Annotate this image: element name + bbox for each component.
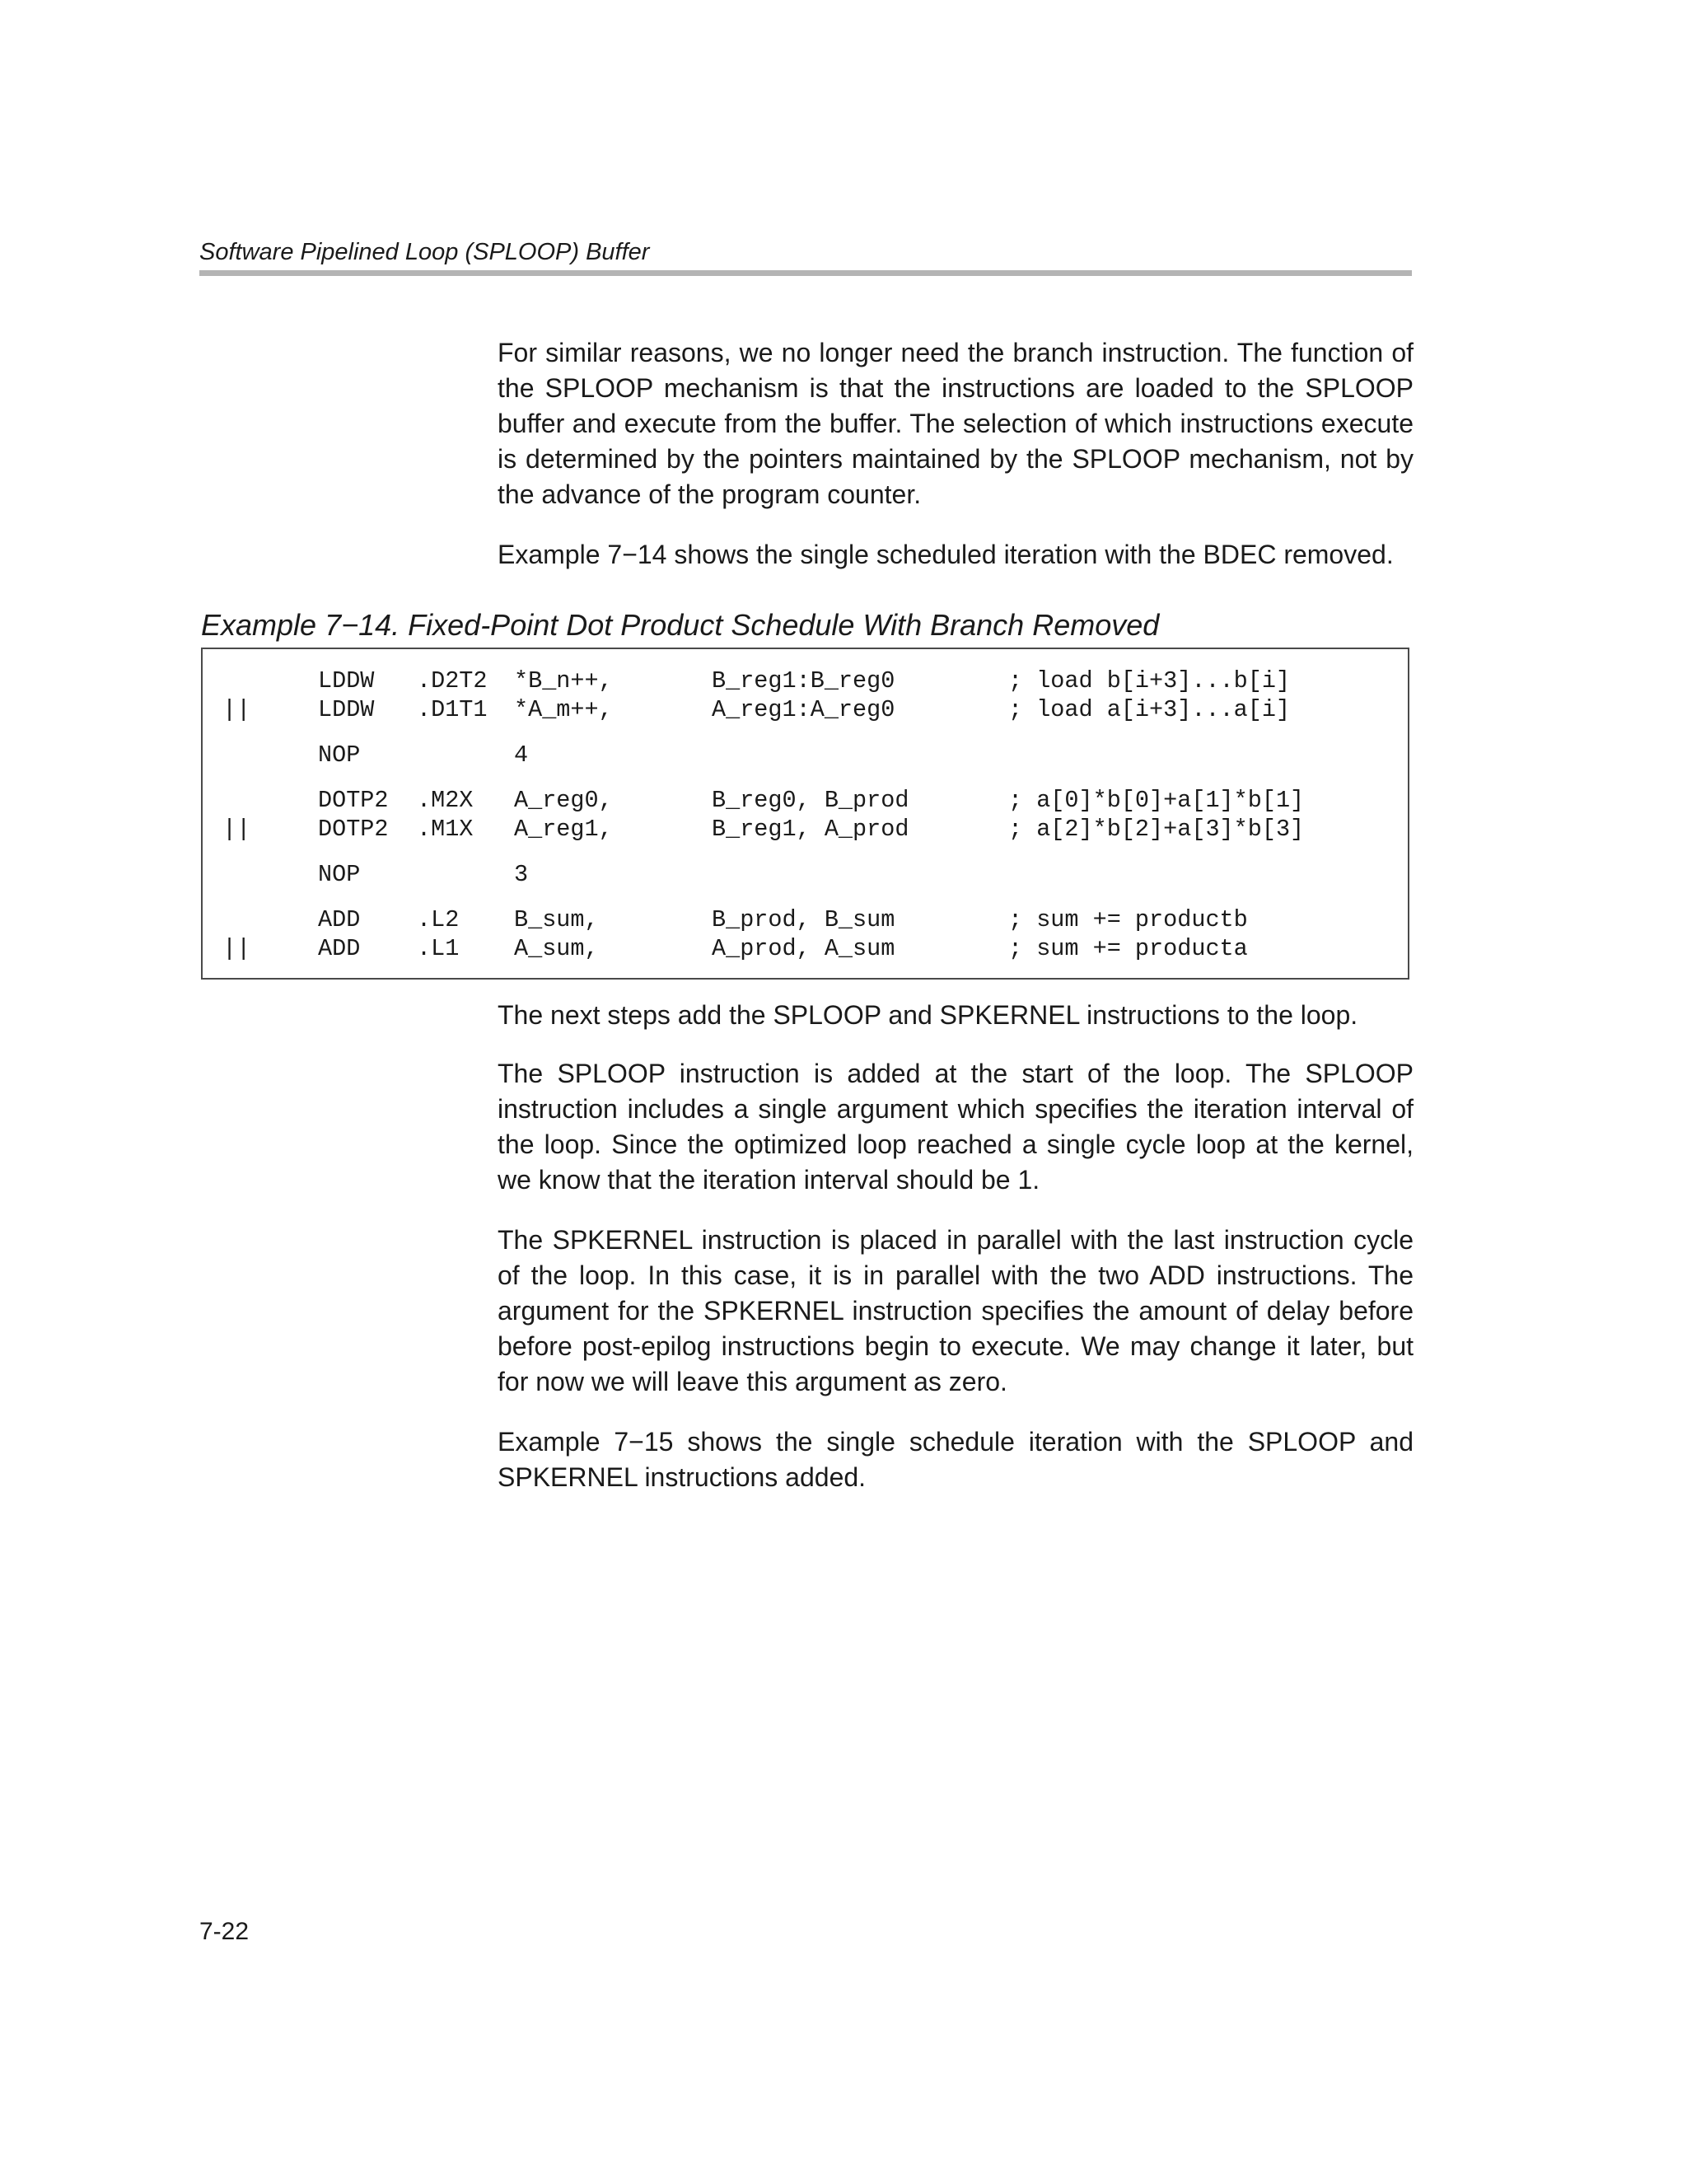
code-line [203,861,529,889]
code-opcode: LDDW [318,667,375,694]
code-operand: 4 [514,741,529,769]
code-opcode: DOTP2 [318,787,389,814]
code-opcode: NOP [318,861,361,888]
code-opcode: DOTP2 [318,816,389,843]
code-comment: ; sum += producta [1008,935,1248,962]
paragraph-sploop-buffer: For similar reasons, we no longer need the branch instruction. The function of the SPLOOP mechanism is that the instructions are loaded to the SPLOOP buffer and execute from the buffer. The selection of which instructions execute is determined by the pointers maintained by the SPLOOP mechanism, not by the advance of the program counter. [498,338,1414,509]
code-line [203,741,529,769]
code-opcode: ADD [318,906,361,933]
code-comment: ; load b[i+3]...b[i] [1008,667,1291,694]
header-rule [199,270,1412,276]
code-line [203,935,1248,963]
parallel-marker: || [222,696,251,723]
paragraph-spkernel-instruction: The SPKERNEL instruction is placed in parallel with the last instruction cycle of the loop. In this case, it is in parallel with the two ADD instructions. The argument for the SPKERNEL instruction specifies the amount of delay before before post-epilog instructions begin to execute. We may change it later, but for now we will leave this argument as zero. [498,1225,1414,1396]
code-unit: .M1X [417,816,474,843]
code-operand: A_reg0, [514,787,613,814]
code-listing [201,648,1409,980]
code-opcode: LDDW [318,696,375,723]
parallel-marker: || [222,816,251,843]
code-line [203,816,1305,844]
code-unit: .M2X [417,787,474,814]
paragraph-example-next: Example 7−15 shows the single schedule iteration with the SPLOOP and SPKERNEL instructions added. [498,1427,1414,1492]
code-line [203,667,1291,695]
parallel-marker: || [222,935,251,962]
code-line [203,906,1248,934]
paragraph-example-intro: Example 7−14 shows the single scheduled iteration with the BDEC removed. [498,540,1394,569]
code-unit: .D2T2 [417,667,488,694]
code-destination: A_reg1:A_reg0 [712,696,895,723]
code-comment: ; load a[i+3]...a[i] [1008,696,1291,723]
code-destination: A_prod, A_sum [712,935,895,962]
code-opcode: NOP [318,741,361,769]
code-operand: B_sum, [514,906,599,933]
code-comment: ; sum += productb [1008,906,1248,933]
code-line [203,787,1305,815]
code-destination: B_reg0, B_prod [712,787,909,814]
code-operand: *A_m++, [514,696,613,723]
code-opcode: ADD [318,935,361,962]
code-comment: ; a[2]*b[2]+a[3]*b[3] [1008,816,1305,843]
code-operand: A_reg1, [514,816,613,843]
running-header: Software Pipelined Loop (SPLOOP) Buffer [199,239,650,265]
page-number: 7-22 [199,1918,250,1945]
code-destination: B_reg1:B_reg0 [712,667,895,694]
code-operand: 3 [514,861,529,888]
paragraph-next-steps: The next steps add the SPLOOP and SPKERNEL instructions to the loop. [498,1000,1358,1030]
code-unit: .D1T1 [417,696,488,723]
code-unit: .L2 [417,906,460,933]
example-caption: Example 7−14. Fixed-Point Dot Product Schedule With Branch Removed [201,608,1160,642]
code-line [203,696,1291,724]
paragraph-sploop-instruction: The SPLOOP instruction is added at the start of the loop. The SPLOOP instruction includes a single argument which specifies the iteration interval of the loop. Since the optimized loop reached a single cycle loop at the kernel, we know that the iteration interval should be 1. [498,1059,1414,1195]
code-destination: B_reg1, A_prod [712,816,909,843]
code-operand: A_sum, [514,935,599,962]
code-destination: B_prod, B_sum [712,906,895,933]
code-comment: ; a[0]*b[0]+a[1]*b[1] [1008,787,1305,814]
code-unit: .L1 [417,935,460,962]
code-operand: *B_n++, [514,667,613,694]
